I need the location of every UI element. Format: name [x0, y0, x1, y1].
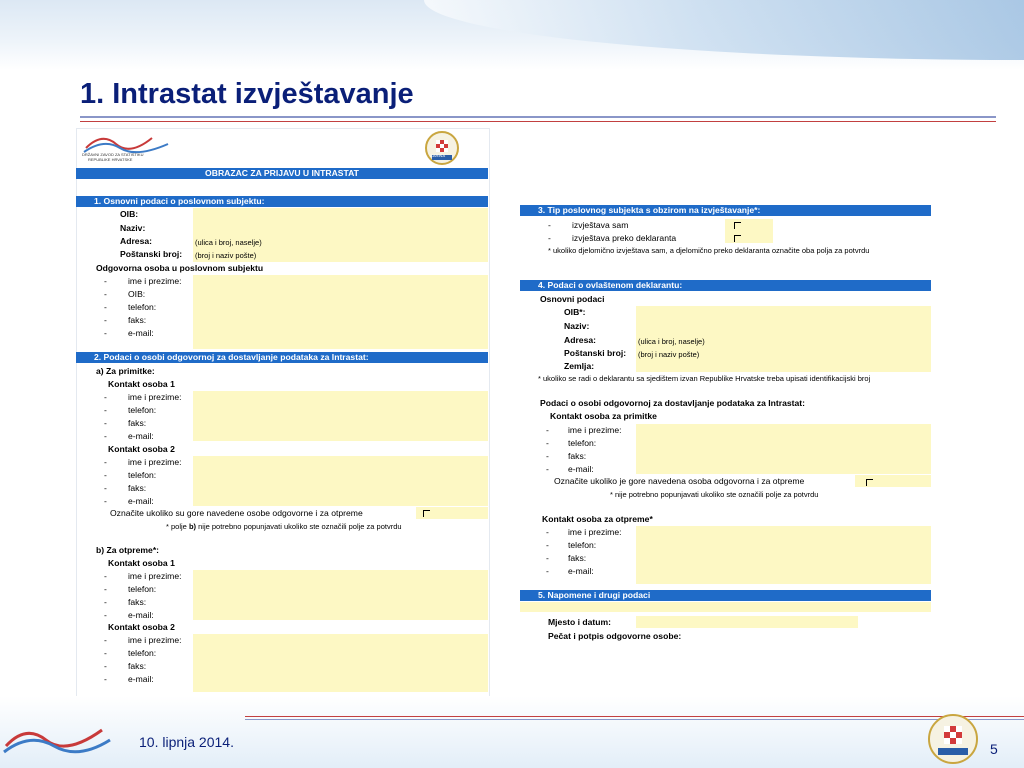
osnovni-podaci-heading: Osnovni podaci: [540, 294, 605, 304]
kontakt-osoba-2-heading: Kontakt osoba 2: [108, 622, 175, 632]
label-email: e-mail:: [128, 496, 154, 506]
dash: -: [104, 418, 107, 428]
label-ime: ime i prezime:: [128, 457, 182, 467]
label-izvjestava-preko: izvještava preko deklaranta: [572, 233, 677, 243]
page-number: 5: [990, 741, 998, 757]
label-faks: faks:: [128, 661, 147, 671]
dash: -: [104, 496, 107, 506]
kontakt-primitke-heading: Kontakt osoba za primitke: [550, 411, 657, 421]
otpreme-kontakt2-fields: [193, 634, 488, 692]
otpreme-fields: [636, 526, 931, 584]
label-ime: ime i prezime:: [128, 571, 182, 581]
label-telefon: telefon:: [568, 540, 597, 550]
otpreme-checkbox[interactable]: [866, 479, 873, 486]
label-faks: faks:: [128, 418, 147, 428]
kontakt-osoba-1-heading: Kontakt osoba 1: [108, 379, 175, 389]
polje-b-note-part1: * polje: [166, 522, 189, 531]
label-mjesto: Mjesto i datum:: [548, 617, 612, 627]
label-izvjestava-sam: izvještava sam: [572, 220, 629, 230]
left-form-image: [76, 128, 490, 698]
label-email: e-mail:: [128, 431, 154, 441]
footer-background: [0, 696, 1024, 768]
customs-crest-text: CARINA: [430, 153, 446, 158]
dash: -: [104, 635, 107, 645]
dash: -: [546, 566, 549, 576]
section-4-header: 4. Podaci o ovlaštenom deklarantu:: [520, 280, 931, 291]
dash: -: [104, 302, 107, 312]
label-telefon: telefon:: [128, 405, 157, 415]
label-pecat: Pečat i potpis odgovorne osobe:: [548, 631, 682, 641]
label-adresa: Adresa:: [120, 236, 152, 246]
dash: -: [104, 392, 107, 402]
label-ime: ime i prezime:: [128, 392, 182, 402]
form-title-bar: OBRAZAC ZA PRIJAVU U INTRASTAT: [76, 168, 488, 179]
label-adresa: Adresa:: [564, 335, 596, 345]
label-telefon: telefon:: [128, 470, 157, 480]
dash: -: [104, 289, 107, 299]
label-faks: faks:: [128, 483, 147, 493]
section-3-header: 3. Tip poslovnog subjekta s obzirom na izvještavanje*:: [520, 205, 931, 216]
right-form-image: [520, 205, 932, 645]
label-oib2: OIB:: [128, 289, 146, 299]
dash: -: [104, 457, 107, 467]
section-5-header: 5. Napomene i drugi podaci: [520, 590, 931, 601]
label-oib: OIB*:: [564, 307, 586, 317]
customs-footer-crest-icon: [926, 712, 980, 766]
dash: -: [546, 553, 549, 563]
dash: -: [104, 674, 107, 684]
label-faks: faks:: [568, 553, 587, 563]
sam-field: [725, 219, 773, 243]
footer-divider: [245, 716, 1024, 717]
odgovorna-fields: [193, 275, 488, 349]
section-2-header: 2. Podaci o osobi odgovornoj za dostavljanje podataka za Intrastat:: [76, 352, 488, 363]
label-ime: ime i prezime:: [568, 425, 622, 435]
sam-checkbox[interactable]: [734, 222, 741, 229]
label-telefon: telefon:: [568, 438, 597, 448]
note-otpreme: * nije potrebno popunjavati ukoliko ste označili polje za potvrdu: [610, 490, 819, 499]
dash: -: [546, 464, 549, 474]
label-zemlja: Zemlja:: [564, 361, 595, 371]
kontakt-otpreme-heading: Kontakt osoba za otpreme*: [542, 514, 653, 524]
label-postanski: Poštanski broj:: [120, 249, 183, 259]
hint-adresa: (ulica i broj, naselje): [195, 238, 262, 247]
label-ime: ime i prezime:: [128, 635, 182, 645]
label-email: e-mail:: [128, 674, 154, 684]
label-ime: ime i prezime:: [568, 527, 622, 537]
oznacite-label: Označite ukoliko su gore navedene osobe odgovorne i za otpreme: [110, 508, 363, 518]
dash: -: [104, 470, 107, 480]
footer-divider-blue: [245, 719, 1024, 720]
dash: -: [546, 425, 549, 435]
label-email: e-mail:: [128, 610, 154, 620]
dash: -: [104, 597, 107, 607]
hint-postanski: (broj i naziv pošte): [195, 251, 257, 260]
label-postanski: Poštanski broj:: [564, 348, 627, 358]
primitke-kontakt2-fields: [193, 456, 488, 506]
dash: -: [104, 405, 107, 415]
label-faks: faks:: [128, 315, 147, 325]
title-divider-red: [80, 121, 996, 122]
dash: -: [546, 527, 549, 537]
note-section-3: * ukoliko djelomično izvještava sam, a djelomično preko deklaranta označite oba polja za potvrdu: [548, 246, 870, 255]
label-oib: OIB:: [120, 209, 139, 219]
label-naziv: Naziv:: [564, 321, 590, 331]
dash: -: [546, 540, 549, 550]
mjesto-field: [636, 616, 858, 628]
otpreme-kontakt1-fields: [193, 570, 488, 620]
polje-b-note-part3: nije potrebno popunjavati ukoliko ste označili polje za potvrdu: [196, 522, 402, 531]
note-section-4: * ukoliko se radi o deklarantu sa sjedištem izvan Republike Hrvatske treba upisati identifikacijski broj: [538, 374, 871, 383]
label-telefon: telefon:: [128, 648, 157, 658]
dzs-logo-text1: DRŽAVNI ZAVOD ZA STATISTIKU: [82, 152, 144, 157]
label-faks: faks:: [568, 451, 587, 461]
dash: -: [104, 584, 107, 594]
dash: -: [104, 315, 107, 325]
dash: -: [104, 483, 107, 493]
oznacite-label: Označite ukoliko je gore navedena osoba odgovorna i za otpreme: [554, 476, 805, 486]
odgovorna-osoba-heading: Odgovorna osoba u poslovnom subjektu: [96, 263, 264, 273]
polje-b-note: [166, 521, 402, 532]
dash: -: [548, 220, 551, 230]
polje-b-note-part2: b): [188, 522, 197, 531]
podaci-osobi-heading: Podaci o osobi odgovornoj za dostavljanje podataka za Intrastat:: [540, 398, 806, 408]
dash: -: [546, 438, 549, 448]
kontakt-osoba-1-heading: Kontakt osoba 1: [108, 558, 175, 568]
label-telefon: telefon:: [128, 584, 157, 594]
dash: -: [548, 233, 551, 243]
slide-title: 1. Intrastat izvještavanje: [80, 78, 414, 110]
dash: -: [104, 610, 107, 620]
primitke-fields: [636, 424, 931, 474]
napomene-field: [520, 602, 931, 612]
dash: -: [104, 571, 107, 581]
preko-checkbox[interactable]: [734, 235, 741, 242]
label-email: e-mail:: [568, 464, 594, 474]
label-email: e-mail:: [128, 328, 154, 338]
customs-crest-icon: [422, 130, 462, 166]
dash: -: [104, 276, 107, 286]
title-divider: [80, 116, 996, 118]
primitke-kontakt1-fields: [193, 391, 488, 441]
dash: -: [104, 328, 107, 338]
label-faks: faks:: [128, 597, 147, 607]
label-naziv: Naziv:: [120, 223, 146, 233]
za-primitke-heading: a) Za primitke:: [96, 366, 155, 376]
label-email: e-mail:: [568, 566, 594, 576]
otpreme-checkbox[interactable]: [423, 510, 430, 517]
kontakt-osoba-2-heading: Kontakt osoba 2: [108, 444, 175, 454]
hint-adresa: (ulica i broj, naselje): [638, 337, 705, 346]
footer-date: 10. lipnja 2014.: [139, 734, 234, 750]
dash: -: [104, 648, 107, 658]
za-otpreme-heading: b) Za otpreme*:: [96, 545, 160, 555]
dash: -: [546, 451, 549, 461]
hint-postanski: (broj i naziv pošte): [638, 350, 700, 359]
dash: -: [104, 431, 107, 441]
dzs-footer-logo: [2, 718, 112, 758]
dash: -: [104, 661, 107, 671]
section-1-header: 1. Osnovni podaci o poslovnom subjektu:: [76, 196, 488, 207]
dzs-logo-text2: REPUBLIKE HRVATSKE: [88, 157, 133, 162]
label-telefon: telefon:: [128, 302, 157, 312]
label-ime: ime i prezime:: [128, 276, 182, 286]
